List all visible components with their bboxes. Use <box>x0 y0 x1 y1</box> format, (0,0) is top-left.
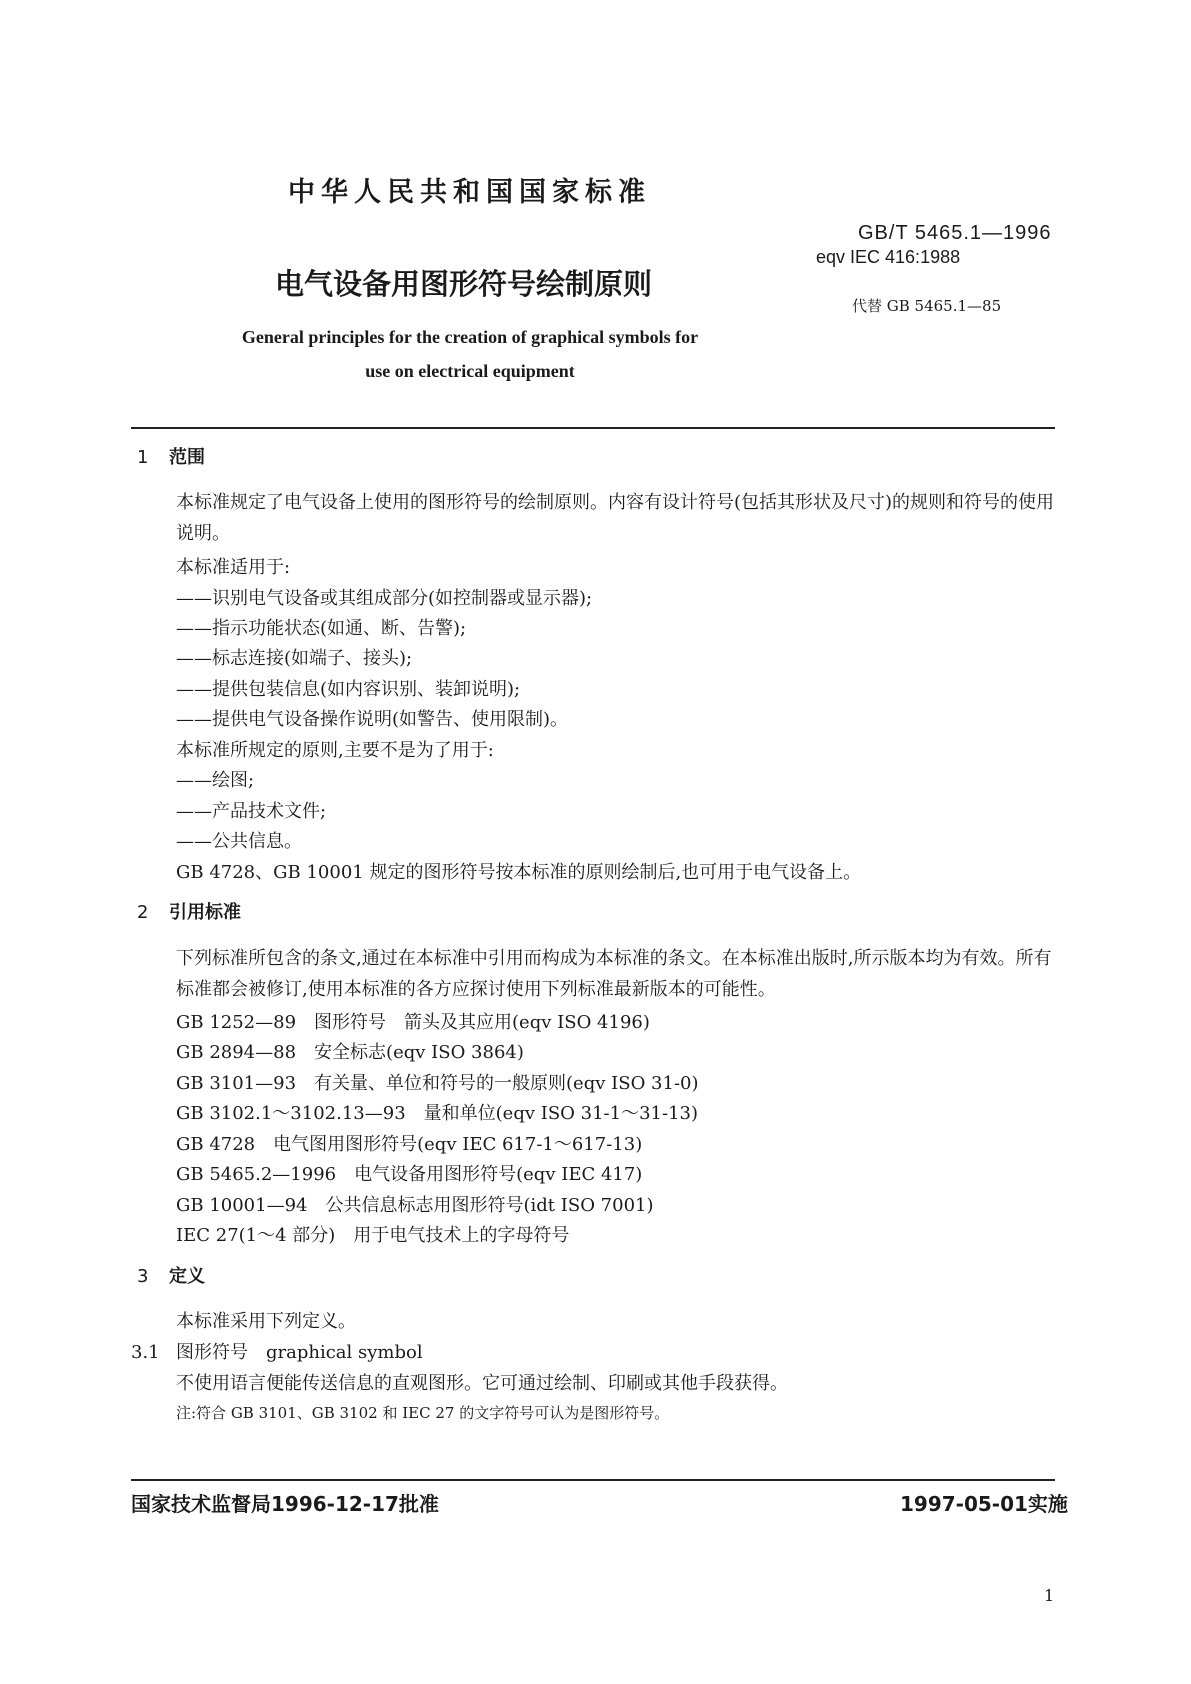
subsection-3-1-title: 图形符号 graphical symbol <box>176 1342 423 1363</box>
list-item: ——绘图; <box>176 770 255 791</box>
section-2-paragraph: 下列标准所包含的条文,通过在本标准中引用而构成为本标准的条文。在本标准出版时,所示版本均为有效。所有标准都会被修订,使用本标准的各方应探讨使用下列标准最新版本的可能性。 <box>176 948 1052 1000</box>
subsection-3-1-heading <box>131 1338 423 1364</box>
list-item: ——识别电气设备或其组成部分(如控制器或显示器); <box>176 588 593 609</box>
reference-item: GB 1252—89 图形符号 箭头及其应用(eqv ISO 4196) <box>176 1012 650 1033</box>
approval-date: 国家技术监督局1996-12-17批准 <box>131 1492 439 1516</box>
list-item: ——产品技术文件; <box>176 801 327 822</box>
reference-item: GB 10001—94 公共信息标志用图形符号(idt ISO 7001) <box>176 1195 654 1216</box>
equivalent-standard: eqv IEC 416:1988 <box>816 247 961 267</box>
definition-note: 注:符合 GB 3101、GB 3102 和 IEC 27 的文字符号可认为是图形符号。 <box>176 1404 670 1422</box>
section-3-number: 3 <box>137 1266 149 1287</box>
section-2-heading <box>137 898 241 924</box>
applies-label: 本标准适用于: <box>176 557 291 578</box>
reference-item: GB 2894—88 安全标志(eqv ISO 3864) <box>176 1042 524 1063</box>
section-2-number: 2 <box>137 902 149 923</box>
section-1-paragraph: 本标准规定了电气设备上使用的图形符号的绘制原则。内容有设计符号(包括其形状及尺寸)的规则和符号的使用说明。 <box>176 492 1055 544</box>
definition-text: 不使用语言便能传送信息的直观图形。它可通过绘制、印刷或其他手段获得。 <box>176 1373 788 1394</box>
not-for-label: 本标准所规定的原则,主要不是为了用于: <box>176 740 494 761</box>
english-title: General principles for the creation of graphical symbols for use on electrical equipment <box>241 327 699 381</box>
subsection-3-1-number: 3.1 <box>131 1342 160 1363</box>
effective-date: 1997-05-01实施 <box>900 1492 1068 1516</box>
section-3-title: 定义 <box>169 1266 205 1287</box>
section-2-title: 引用标准 <box>169 902 241 923</box>
reference-item: GB 5465.2—1996 电气设备用图形符号(eqv IEC 417) <box>176 1164 643 1185</box>
gb-note: GB 4728、GB 10001 规定的图形符号按本标准的原则绘制后,也可用于电气设备上。 <box>176 862 862 883</box>
national-standard-heading: 中华人民共和国国家标准 <box>288 177 651 208</box>
page-number: 1 <box>1044 1586 1055 1605</box>
list-item: ——标志连接(如端子、接头); <box>176 648 413 669</box>
section-3-paragraph: 本标准采用下列定义。 <box>176 1311 356 1332</box>
reference-item: GB 4728 电气图用图形符号(eqv IEC 617-1～617-13) <box>176 1134 643 1155</box>
replaces-standard: 代替 GB 5465.1—85 <box>852 297 1002 315</box>
section-1-heading <box>137 443 205 469</box>
top-divider <box>131 427 1055 429</box>
reference-item: GB 3102.1～3102.13—93 量和单位(eqv ISO 31-1～31-13) <box>176 1103 699 1124</box>
document-title: 电气设备用图形符号绘制原则 <box>275 267 653 301</box>
list-item: ——指示功能状态(如通、断、告警); <box>176 618 467 639</box>
section-1-title: 范围 <box>169 447 205 468</box>
list-item: ——公共信息。 <box>176 831 302 852</box>
reference-item: GB 3101—93 有关量、单位和符号的一般原则(eqv ISO 31-0) <box>176 1073 699 1094</box>
section-1-number: 1 <box>137 447 149 468</box>
reference-item: IEC 27(1～4 部分) 用于电气技术上的字母符号 <box>176 1225 570 1246</box>
standard-number: GB/T 5465.1—1996 <box>858 222 1052 244</box>
bottom-divider <box>131 1479 1055 1481</box>
section-3-heading <box>137 1262 205 1288</box>
list-item: ——提供电气设备操作说明(如警告、使用限制)。 <box>176 709 569 730</box>
list-item: ——提供包装信息(如内容识别、装卸说明); <box>176 679 521 700</box>
